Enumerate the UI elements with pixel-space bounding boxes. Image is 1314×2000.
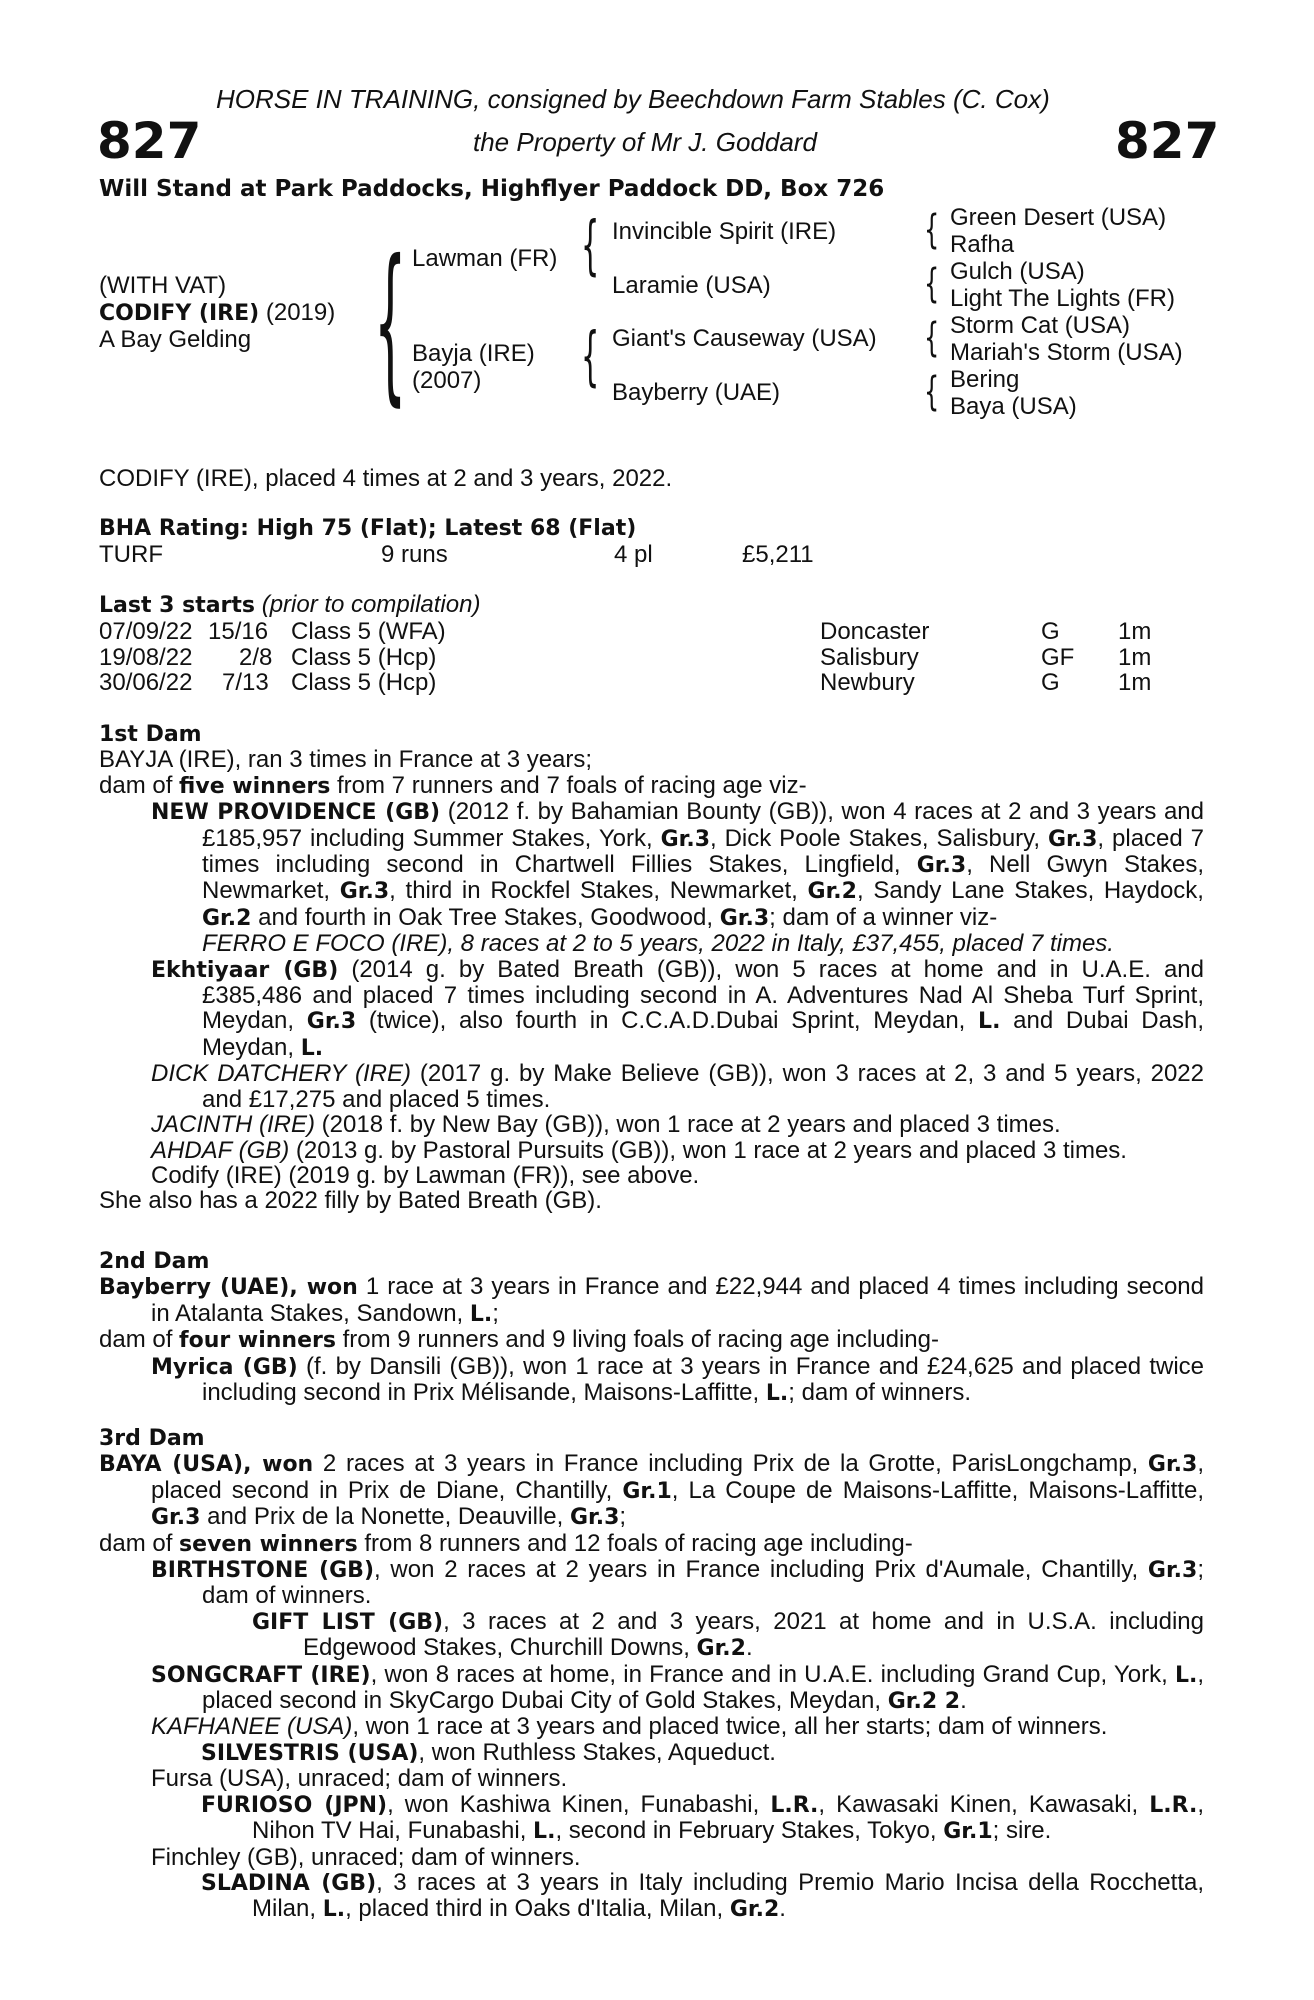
produce-furioso: FURIOSO (JPN), won Kashiwa Kinen, Funabashi, L.R., Kawasaki Kinen, Kawasaki, L.R., Nihon TV Hai, Funabashi, L., second in February Stakes, Tokyo, Gr.1; sire. — [201, 1790, 1204, 1845]
horse-name: Myrica (GB) — [151, 1354, 298, 1380]
rating-prize: £5,211 — [742, 541, 814, 568]
first-dam-produce-line: dam of five winners from 7 runners and 7 foals of racing age viz- — [99, 771, 807, 799]
start-race: Class 5 (Hcp) — [291, 644, 437, 671]
start-position: 15/16 — [208, 618, 269, 645]
produce-myrica: Myrica (GB) (f. by Dansili (GB)), won 1 race at 3 years in France and £24,625 and placed twice including second in Prix Mélisande, Maisons-Laffitte, L.; dam of winners. — [151, 1352, 1205, 1407]
horse-name: SLADINA (GB) — [201, 1870, 377, 1896]
produce-dick-datchery: DICK DATCHERY (IRE) (2017 g. by Make Believe (GB)), won 3 races at 2, 3 and 5 years, 2022 and £17,275 and placed 5 times. — [151, 1060, 1204, 1113]
second-dam-produce-line: dam of four winners from 9 runners and 9 living foals of racing age including- — [99, 1326, 939, 1354]
horse-name: DICK DATCHERY (IRE) — [151, 1060, 411, 1088]
first-dam-heading — [99, 721, 1204, 747]
consignment-line: HORSE IN TRAINING, consigned by Beechdown Farm Stables (C. Cox) — [216, 84, 1050, 114]
horse-year: (2019) — [259, 299, 336, 326]
vat-note: (WITH VAT) — [99, 272, 227, 299]
rating-runs: 9 runs — [381, 541, 448, 568]
second-dam-section — [99, 1248, 1204, 1406]
section-heading: 2nd Dam — [99, 1249, 210, 1274]
produce-finchley: Finchley (GB), unraced; dam of winners. — [151, 1843, 581, 1871]
winners-count: five winners — [179, 773, 331, 799]
produce-fursa: Fursa (USA), unraced; dam of winners. — [151, 1765, 568, 1793]
third-dam-heading — [99, 1425, 1204, 1451]
dam: Bayja (IRE) — [412, 340, 535, 367]
start-course: Newbury — [820, 669, 915, 696]
horse-name: GIFT LIST (GB) — [252, 1609, 444, 1635]
racing-summary: CODIFY (IRE), placed 4 times at 2 and 3 years, 2022. — [99, 465, 673, 492]
produce-gift-list: GIFT LIST (GB), 3 races at 2 and 3 years, 2021 at home and in U.S.A. including Edgewood Stakes, Churchill Downs, Gr.2. — [252, 1607, 1204, 1662]
ddd: Baya (USA) — [950, 393, 1077, 420]
start-date: 07/09/22 — [99, 618, 193, 645]
start-distance: 1m — [1118, 669, 1152, 696]
dss: Storm Cat (USA) — [950, 312, 1131, 339]
start-course: Salisbury — [820, 644, 919, 671]
last-starts-heading — [99, 592, 480, 618]
start-distance: 1m — [1118, 618, 1152, 645]
section-heading: 3rd Dam — [99, 1426, 205, 1451]
produce-kafhanee: KAFHANEE (USA), won 1 race at 3 years and placed twice, all her starts; dam of winners. — [151, 1713, 1108, 1741]
produce-jacinth: JACINTH (IRE) (2018 f. by New Bay (GB)), won 1 race at 2 years and placed 3 times. — [151, 1111, 1061, 1139]
rating-surface: TURF — [99, 541, 163, 568]
dam-year: (2007) — [412, 367, 482, 394]
first-dam-section — [99, 721, 1204, 1214]
sire: Lawman (FR) — [412, 245, 558, 272]
sdd: Light The Lights (FR) — [950, 285, 1175, 312]
horse-name: JACINTH (IRE) — [151, 1111, 315, 1139]
start-position: 2/8 — [239, 644, 273, 671]
produce-songcraft: SONGCRAFT (IRE), won 8 races at home, in France and in U.A.E. including Grand Cup, York, L., placed second in SkyCargo Dubai City of Gold Stakes, Meydan, Gr.2 2. — [151, 1660, 1204, 1715]
horse-name: Ekhtiyaar (GB) — [151, 957, 339, 983]
third-dam-record: BAYA (USA), won 2 races at 3 years in France including Prix de la Grotte, ParisLongchamp, Gr.3, placed second in Prix de Diane, Chantilly, Gr.1, La Coupe de Maisons-Laffitte, Maisons-Laffitte, Gr.3 and Prix de la Nonette, Deauville, Gr.3; — [99, 1450, 1205, 1531]
brace-3: { — [924, 315, 940, 361]
lot-number-left: 827 — [97, 112, 202, 170]
horse-name: SILVESTRIS (USA) — [201, 1740, 419, 1766]
property-line: the Property of Mr J. Goddard — [473, 127, 817, 157]
third-dam-produce-line: dam of seven winners from 8 runners and 12 foals of racing age including- — [99, 1529, 913, 1557]
start-date: 30/06/22 — [99, 669, 193, 696]
dam-sire: Giant's Causeway (USA) — [612, 325, 877, 352]
horse-name: FERRO E FOCO (IRE) — [202, 930, 448, 958]
bha-rating: BHA Rating: High 75 (Flat); Latest 68 (Flat) — [99, 516, 637, 541]
second-dam-record: Bayberry (UAE), won 1 race at 3 years in France and £22,944 and placed 4 times including second in Atalanta Stakes, Sandown, L.; — [99, 1273, 1205, 1327]
section-heading: 1st Dam — [99, 722, 202, 747]
start-distance: 1m — [1118, 644, 1152, 671]
horse-description: A Bay Gelding — [99, 326, 252, 353]
horse-name: BAYA (USA) — [99, 1452, 244, 1478]
produce-ferro-e-foco: FERRO E FOCO (IRE), 8 races at 2 to 5 years, 2022 in Italy, £37,455, placed 7 times. — [202, 930, 1114, 958]
dsd: Mariah's Storm (USA) — [950, 339, 1183, 366]
produce-sladina: SLADINA (GB), 3 races at 3 years in Italy including Premio Mario Incisa della Rocchetta, Milan, L., placed third in Oaks d'Italia, Milan, Gr.2. — [201, 1868, 1205, 1923]
brace-1: { — [924, 207, 940, 253]
produce-filly-note: She also has a 2022 filly by Bated Breath (GB). — [99, 1187, 602, 1215]
start-race: Class 5 (Hcp) — [291, 669, 437, 696]
horse-name: BIRTHSTONE (GB) — [151, 1558, 374, 1584]
stand-location: Will Stand at Park Paddocks, Highflyer Paddock DD, Box 726 — [99, 176, 885, 202]
first-dam-line: BAYJA (IRE), ran 3 times in France at 3 years; — [99, 746, 593, 774]
horse-name: CODIFY (IRE) — [99, 301, 260, 326]
last-starts-title: Last 3 starts — [99, 593, 256, 618]
horse-name: NEW PROVIDENCE (GB) — [151, 800, 441, 826]
start-date: 19/08/22 — [99, 644, 193, 671]
dds: Bering — [950, 366, 1020, 393]
sds: Gulch (USA) — [950, 258, 1085, 285]
last-starts-note: (prior to compilation) — [255, 591, 481, 618]
horse-name: AHDAF (GB) — [151, 1136, 290, 1164]
sire-brace: { — [581, 209, 600, 283]
start-going: G — [1041, 669, 1060, 696]
produce-codify: Codify (IRE) (2019 g. by Lawman (FR)), see above. — [151, 1161, 700, 1189]
produce-ekhtiyaar: Ekhtiyaar (GB) (2014 g. by Bated Breath (GB)), won 5 races at home and in U.A.E. and £385,486 and placed 7 times including second in A. Adventures Nad Al Sheba Turf Sprint, Meydan, Gr.3 (twice), also fourth in C.C.A.D.Dubai Sprint, Meydan, L. and Dubai Dash, Meydan, L. — [151, 955, 1205, 1061]
sire-sire: Invincible Spirit (IRE) — [612, 218, 837, 245]
second-dam-heading — [99, 1248, 1204, 1274]
rating-placed: 4 pl — [614, 541, 653, 568]
sire-dam: Laramie (USA) — [612, 272, 771, 299]
third-dam-section — [99, 1425, 1204, 1923]
horse-name: SONGCRAFT (IRE) — [151, 1662, 371, 1688]
ssd: Rafha — [950, 231, 1015, 258]
brace-4: { — [924, 369, 940, 415]
horse-name: Bayberry (UAE) — [99, 1275, 290, 1301]
lot-number-right: 827 — [1115, 112, 1220, 170]
dam-brace: { — [581, 320, 600, 394]
start-going: G — [1041, 618, 1060, 645]
start-race: Class 5 (WFA) — [291, 618, 446, 645]
produce-ahdaf: AHDAF (GB) (2013 g. by Pastoral Pursuits (GB)), won 1 race at 2 years and placed 3 times. — [151, 1136, 1127, 1164]
horse-name: FURIOSO (JPN) — [201, 1792, 388, 1818]
start-position: 7/13 — [222, 669, 269, 696]
start-going: GF — [1041, 644, 1075, 671]
winners-count: four winners — [179, 1328, 336, 1354]
main-brace: { — [374, 224, 407, 422]
horse-name: KAFHANEE (USA) — [151, 1713, 353, 1741]
dam-dam: Bayberry (UAE) — [612, 379, 781, 406]
produce-birthstone: BIRTHSTONE (GB), won 2 races at 2 years in France including Prix d'Aumale, Chantilly, Gr.3; dam of winners. — [151, 1556, 1204, 1610]
sss: Green Desert (USA) — [950, 204, 1167, 231]
brace-2: { — [924, 261, 940, 307]
winners-count: seven winners — [179, 1531, 358, 1557]
start-course: Doncaster — [820, 618, 930, 645]
produce-silvestris: SILVESTRIS (USA), won Ruthless Stakes, Aqueduct. — [201, 1738, 776, 1766]
produce-new-providence: NEW PROVIDENCE (GB) (2012 f. by Bahamian Bounty (GB)), won 4 races at 2 and 3 years and £185,957 including Summer Stakes, York, Gr.3, Dick Poole Stakes, Salisbury, Gr.3, placed 7 times including second in Chartwell Fillies Stakes, Lingfield, Gr.3, Nell Gwyn Stakes, Newmarket, Gr.3, third in Rockfel Stakes, Newmarket, Gr.2, Sandy Lane Stakes, Haydock, Gr.2 and fourth in Oak Tree Stakes, Goodwood, Gr.3; dam of a winner viz- — [151, 798, 1205, 931]
horse-name-line — [99, 299, 335, 327]
